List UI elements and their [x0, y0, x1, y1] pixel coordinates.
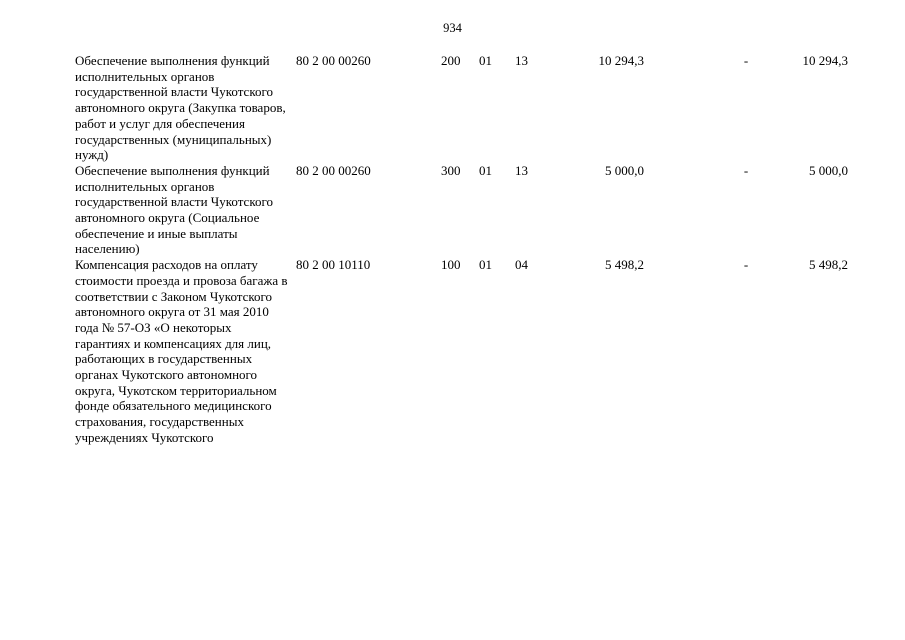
total-value: 5 498,2	[809, 257, 848, 273]
amount-value: 5 000,0	[605, 162, 644, 178]
target-article-code: 80 2 00 00260	[296, 162, 371, 178]
section-code: 01	[479, 53, 492, 68]
total-value: 10 294,3	[802, 53, 848, 68]
section-code: 01	[479, 162, 492, 178]
change-value: -	[743, 162, 749, 178]
target-article-code: 80 2 00 00260	[296, 53, 371, 68]
change-value: -	[743, 257, 749, 273]
expense-type-code: 100	[441, 257, 461, 273]
table-row	[0, 257, 905, 445]
change-value: -	[743, 53, 749, 68]
row-description: Компенсация расходов на оплату стоимости проезда и провоза багажа в соответствии с Законом Чукотского автономного округа от 31 мая 2010 года № 57-ОЗ «О некоторых гарантиях и компенсациях для лиц, работающих в государственных органах Чукотского автономного округа, Чукотском территориальном фонде обязательного медицинского страхования, государственных учреждениях Чукотского	[75, 257, 288, 445]
table-row	[0, 53, 905, 163]
section-code: 01	[479, 257, 492, 273]
row-description: Обеспечение выполнения функций исполнительных органов государственной власти Чукотского автономного округа (Социальное обеспечение и иные выплаты населению)	[75, 162, 273, 257]
amount-value: 5 498,2	[605, 257, 644, 273]
expense-type-code: 300	[441, 162, 461, 178]
expense-type-code: 200	[441, 53, 461, 68]
subsection-code: 13	[515, 162, 528, 178]
total-value: 5 000,0	[809, 162, 848, 178]
table-row	[0, 163, 905, 257]
page-number: 934	[443, 21, 462, 35]
subsection-code: 13	[515, 53, 528, 68]
target-article-code: 80 2 00 10110	[296, 257, 371, 273]
row-description: Обеспечение выполнения функций исполнительных органов государственной власти Чукотского автономного округа (Закупка товаров, работ и услуг для обеспечения государственных (муниципальных) нужд)	[75, 53, 286, 163]
budget-table	[0, 53, 905, 446]
subsection-code: 04	[515, 257, 528, 273]
amount-value: 10 294,3	[598, 53, 644, 68]
